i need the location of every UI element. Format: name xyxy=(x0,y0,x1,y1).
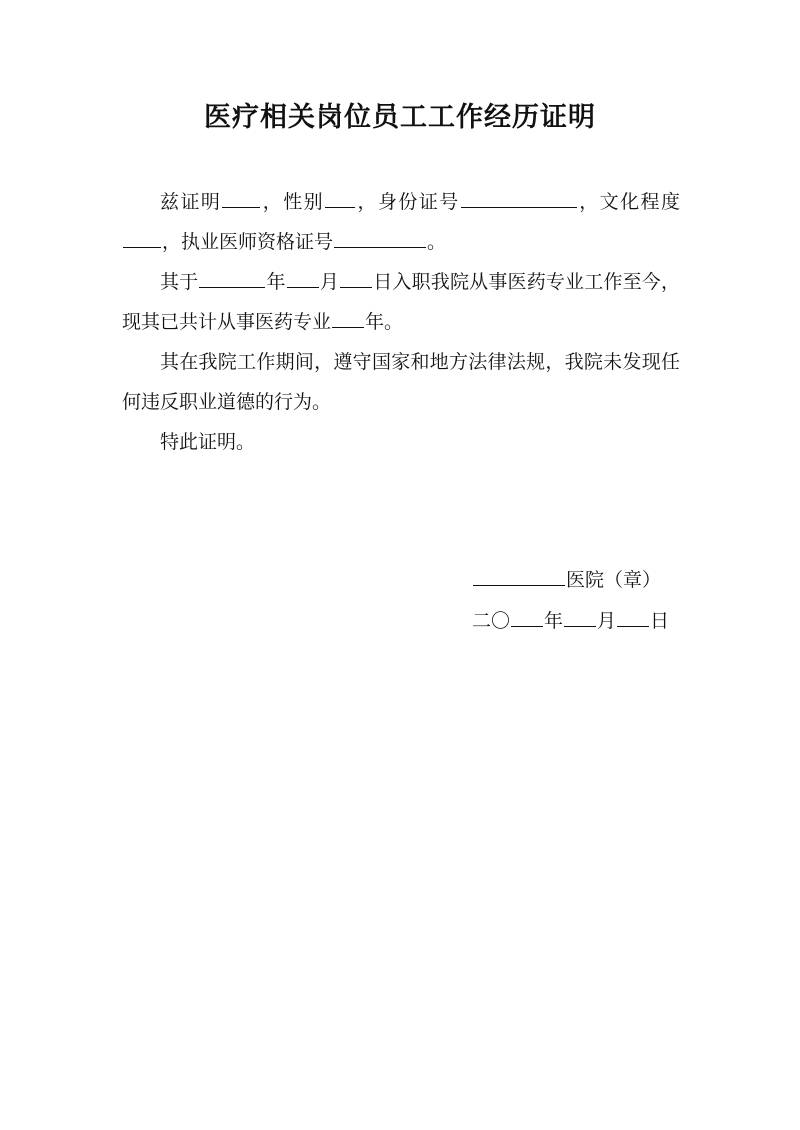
text-segment: ，性别 xyxy=(261,191,325,213)
text-segment: 年 xyxy=(266,271,286,293)
license-number-blank[interactable] xyxy=(334,246,426,248)
hospital-seal-label: 医院（章） xyxy=(566,569,662,591)
paragraph-employment xyxy=(122,262,680,342)
paragraph-identity xyxy=(122,182,680,262)
text-segment: 年。 xyxy=(365,311,404,333)
paragraph-conduct: 其在我院工作期间，遵守国家和地方法律法规，我院未发现任何违反职业道德的行为。 xyxy=(122,351,680,413)
years-blank[interactable] xyxy=(332,326,364,328)
date-year-blank[interactable] xyxy=(511,625,543,627)
text-segment: 。 xyxy=(427,231,447,253)
year-label: 年 xyxy=(544,610,564,632)
date-month-blank[interactable] xyxy=(564,625,596,627)
start-day-blank[interactable] xyxy=(340,286,372,288)
text-segment: 月 xyxy=(319,271,340,293)
start-month-blank[interactable] xyxy=(287,286,319,288)
text-segment: 兹证明 xyxy=(160,191,222,213)
document-body xyxy=(122,182,680,462)
gender-blank[interactable] xyxy=(325,206,355,208)
hospital-name-blank[interactable] xyxy=(473,584,565,586)
id-number-blank[interactable] xyxy=(461,206,577,208)
text-segment: ，执业医师资格证号 xyxy=(162,231,334,253)
month-label: 月 xyxy=(597,610,617,632)
document-title: 医疗相关岗位员工工作经历证明 xyxy=(204,102,596,133)
text-segment: ，身份证号 xyxy=(356,191,460,213)
education-blank[interactable] xyxy=(123,246,161,248)
date-day-blank[interactable] xyxy=(617,625,649,627)
day-label: 日 xyxy=(650,610,670,632)
text-segment: 日入职我院从事医药专业工作至今，现其已共计从事医药专业 xyxy=(122,271,680,333)
hospital-seal-line xyxy=(472,560,678,600)
start-year-blank[interactable] xyxy=(199,286,265,288)
text-segment: ，文化程度 xyxy=(577,191,680,213)
paragraph-closing: 特此证明。 xyxy=(160,431,256,453)
text-segment: 其于 xyxy=(160,271,199,293)
date-line xyxy=(472,601,678,641)
date-prefix: 二〇 xyxy=(472,610,511,632)
name-blank[interactable] xyxy=(222,206,260,208)
